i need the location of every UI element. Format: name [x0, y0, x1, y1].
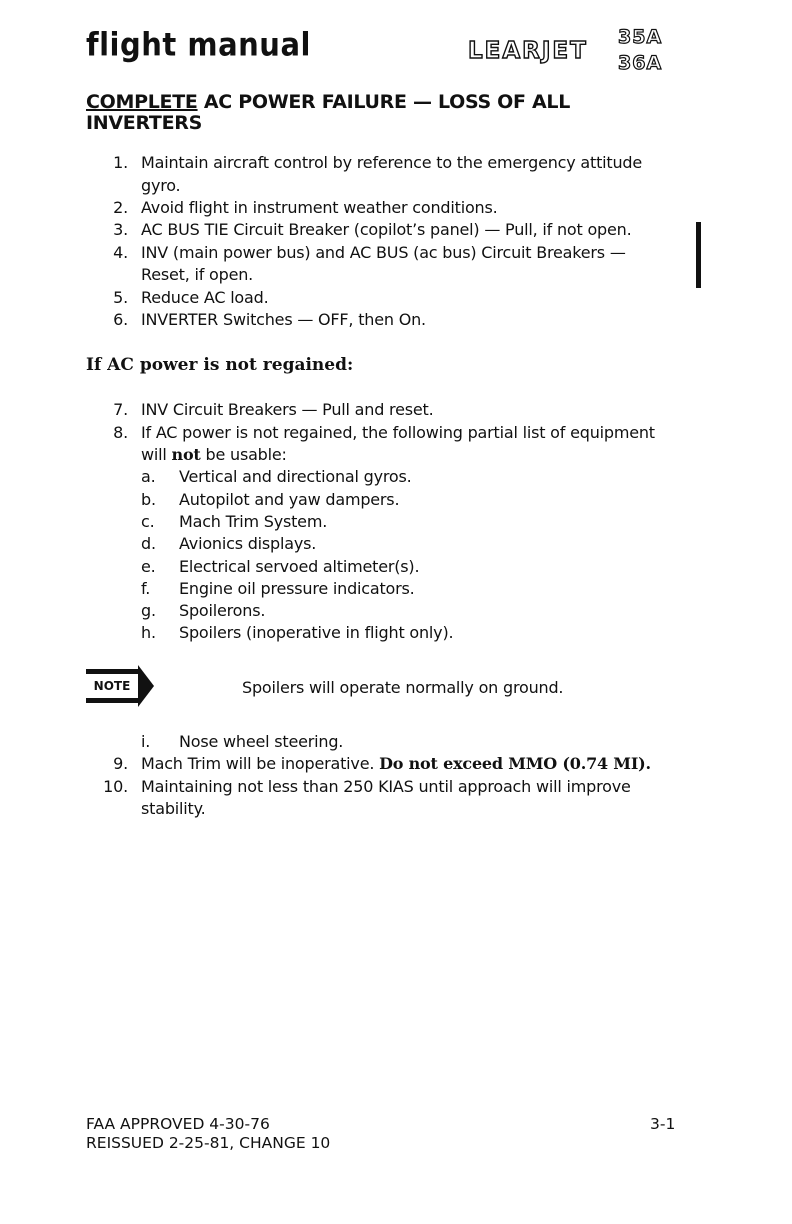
step-text: Maintaining not less than 250 KIAS until approach will improve [141, 777, 631, 796]
step-text: gyro. [141, 176, 181, 195]
logo-brand: LEARJET [468, 38, 588, 64]
note-text: Spoilers will operate normally on ground. [242, 678, 564, 697]
step-number: 4. [113, 243, 128, 262]
page-number: 3-1 [650, 1115, 676, 1133]
step-number: 3. [113, 220, 128, 239]
step-text: Avoid flight in instrument weather conditions. [141, 198, 498, 217]
step-text [141, 444, 287, 466]
step-number: 2. [113, 198, 128, 217]
step-number: 7. [113, 400, 128, 419]
step-number: 1. [113, 153, 128, 172]
section-title-rest: AC POWER FAILURE — LOSS OF ALL [197, 91, 571, 113]
note-arrow-icon [138, 665, 154, 707]
step-text: stability. [141, 799, 206, 818]
sub-item-letter: a. [141, 467, 156, 486]
step-text: If AC power is not regained, the following partial list of equipment [141, 423, 655, 442]
footer-reissue: REISSUED 2-25-81, CHANGE 10 [86, 1134, 331, 1152]
step-number: 10. [103, 777, 128, 796]
step-text-part: Mach Trim will be inoperative. [141, 754, 380, 773]
sub-item-letter: c. [141, 512, 155, 531]
logo-model-35a: 35A [618, 26, 663, 48]
step-warning-text: Do not exceed MMO (0.74 MI). [379, 754, 651, 773]
sub-item-text: Mach Trim System. [179, 512, 328, 531]
sub-item-letter: d. [141, 534, 156, 553]
sub-item-text: Spoilerons. [179, 601, 266, 620]
step-text: INVERTER Switches — OFF, then On. [141, 310, 426, 329]
sub-item-letter: i. [141, 732, 151, 751]
sub-item-text: Vertical and directional gyros. [179, 467, 412, 486]
sub-item-letter: f. [141, 579, 151, 598]
step-number: 9. [113, 754, 128, 773]
sub-item-text: Spoilers (inoperative in flight only). [179, 623, 454, 642]
section-title-underlined: COMPLETE [86, 91, 198, 113]
learjet-logo [468, 26, 688, 78]
sub-item-text: Electrical servoed altimeter(s). [179, 557, 420, 576]
note-label: NOTE [93, 679, 131, 693]
sub-item-letter: g. [141, 601, 156, 620]
section-title [86, 92, 646, 134]
step-text: INV (main power bus) and AC BUS (ac bus) Circuit Breakers — [141, 243, 626, 262]
sub-item-letter: b. [141, 490, 156, 509]
manual-title: flight manual [86, 26, 311, 64]
logo-model-36a: 36A [618, 52, 663, 74]
note-icon [86, 665, 156, 707]
note-icon-bar [86, 669, 138, 674]
step-text-part: be usable: [200, 445, 287, 464]
sub-item-text: Nose wheel steering. [179, 732, 344, 751]
step-number: 6. [113, 310, 128, 329]
step-text [141, 753, 651, 775]
sub-item-text: Avionics displays. [179, 534, 317, 553]
sub-item-text: Engine oil pressure indicators. [179, 579, 415, 598]
note-icon-bar [86, 698, 138, 703]
sub-item-text: Autopilot and yaw dampers. [179, 490, 400, 509]
step-text: Maintain aircraft control by reference to the emergency attitude [141, 153, 643, 172]
subheading: If AC power is not regained: [86, 355, 354, 375]
section-title-line2: INVERTERS [86, 112, 202, 134]
step-number: 8. [113, 423, 128, 442]
step-text-part: will [141, 445, 172, 464]
footer-approval: FAA APPROVED 4-30-76 [86, 1115, 270, 1133]
step-text: AC BUS TIE Circuit Breaker (copilot’s panel) — Pull, if not open. [141, 220, 632, 239]
step-text: INV Circuit Breakers — Pull and reset. [141, 400, 434, 419]
revision-change-bar [696, 222, 701, 288]
step-text-emphasis: not [171, 445, 201, 464]
sub-item-letter: e. [141, 557, 156, 576]
step-number: 5. [113, 288, 128, 307]
step-text: Reduce AC load. [141, 288, 269, 307]
step-text: Reset, if open. [141, 265, 254, 284]
sub-item-letter: h. [141, 623, 156, 642]
